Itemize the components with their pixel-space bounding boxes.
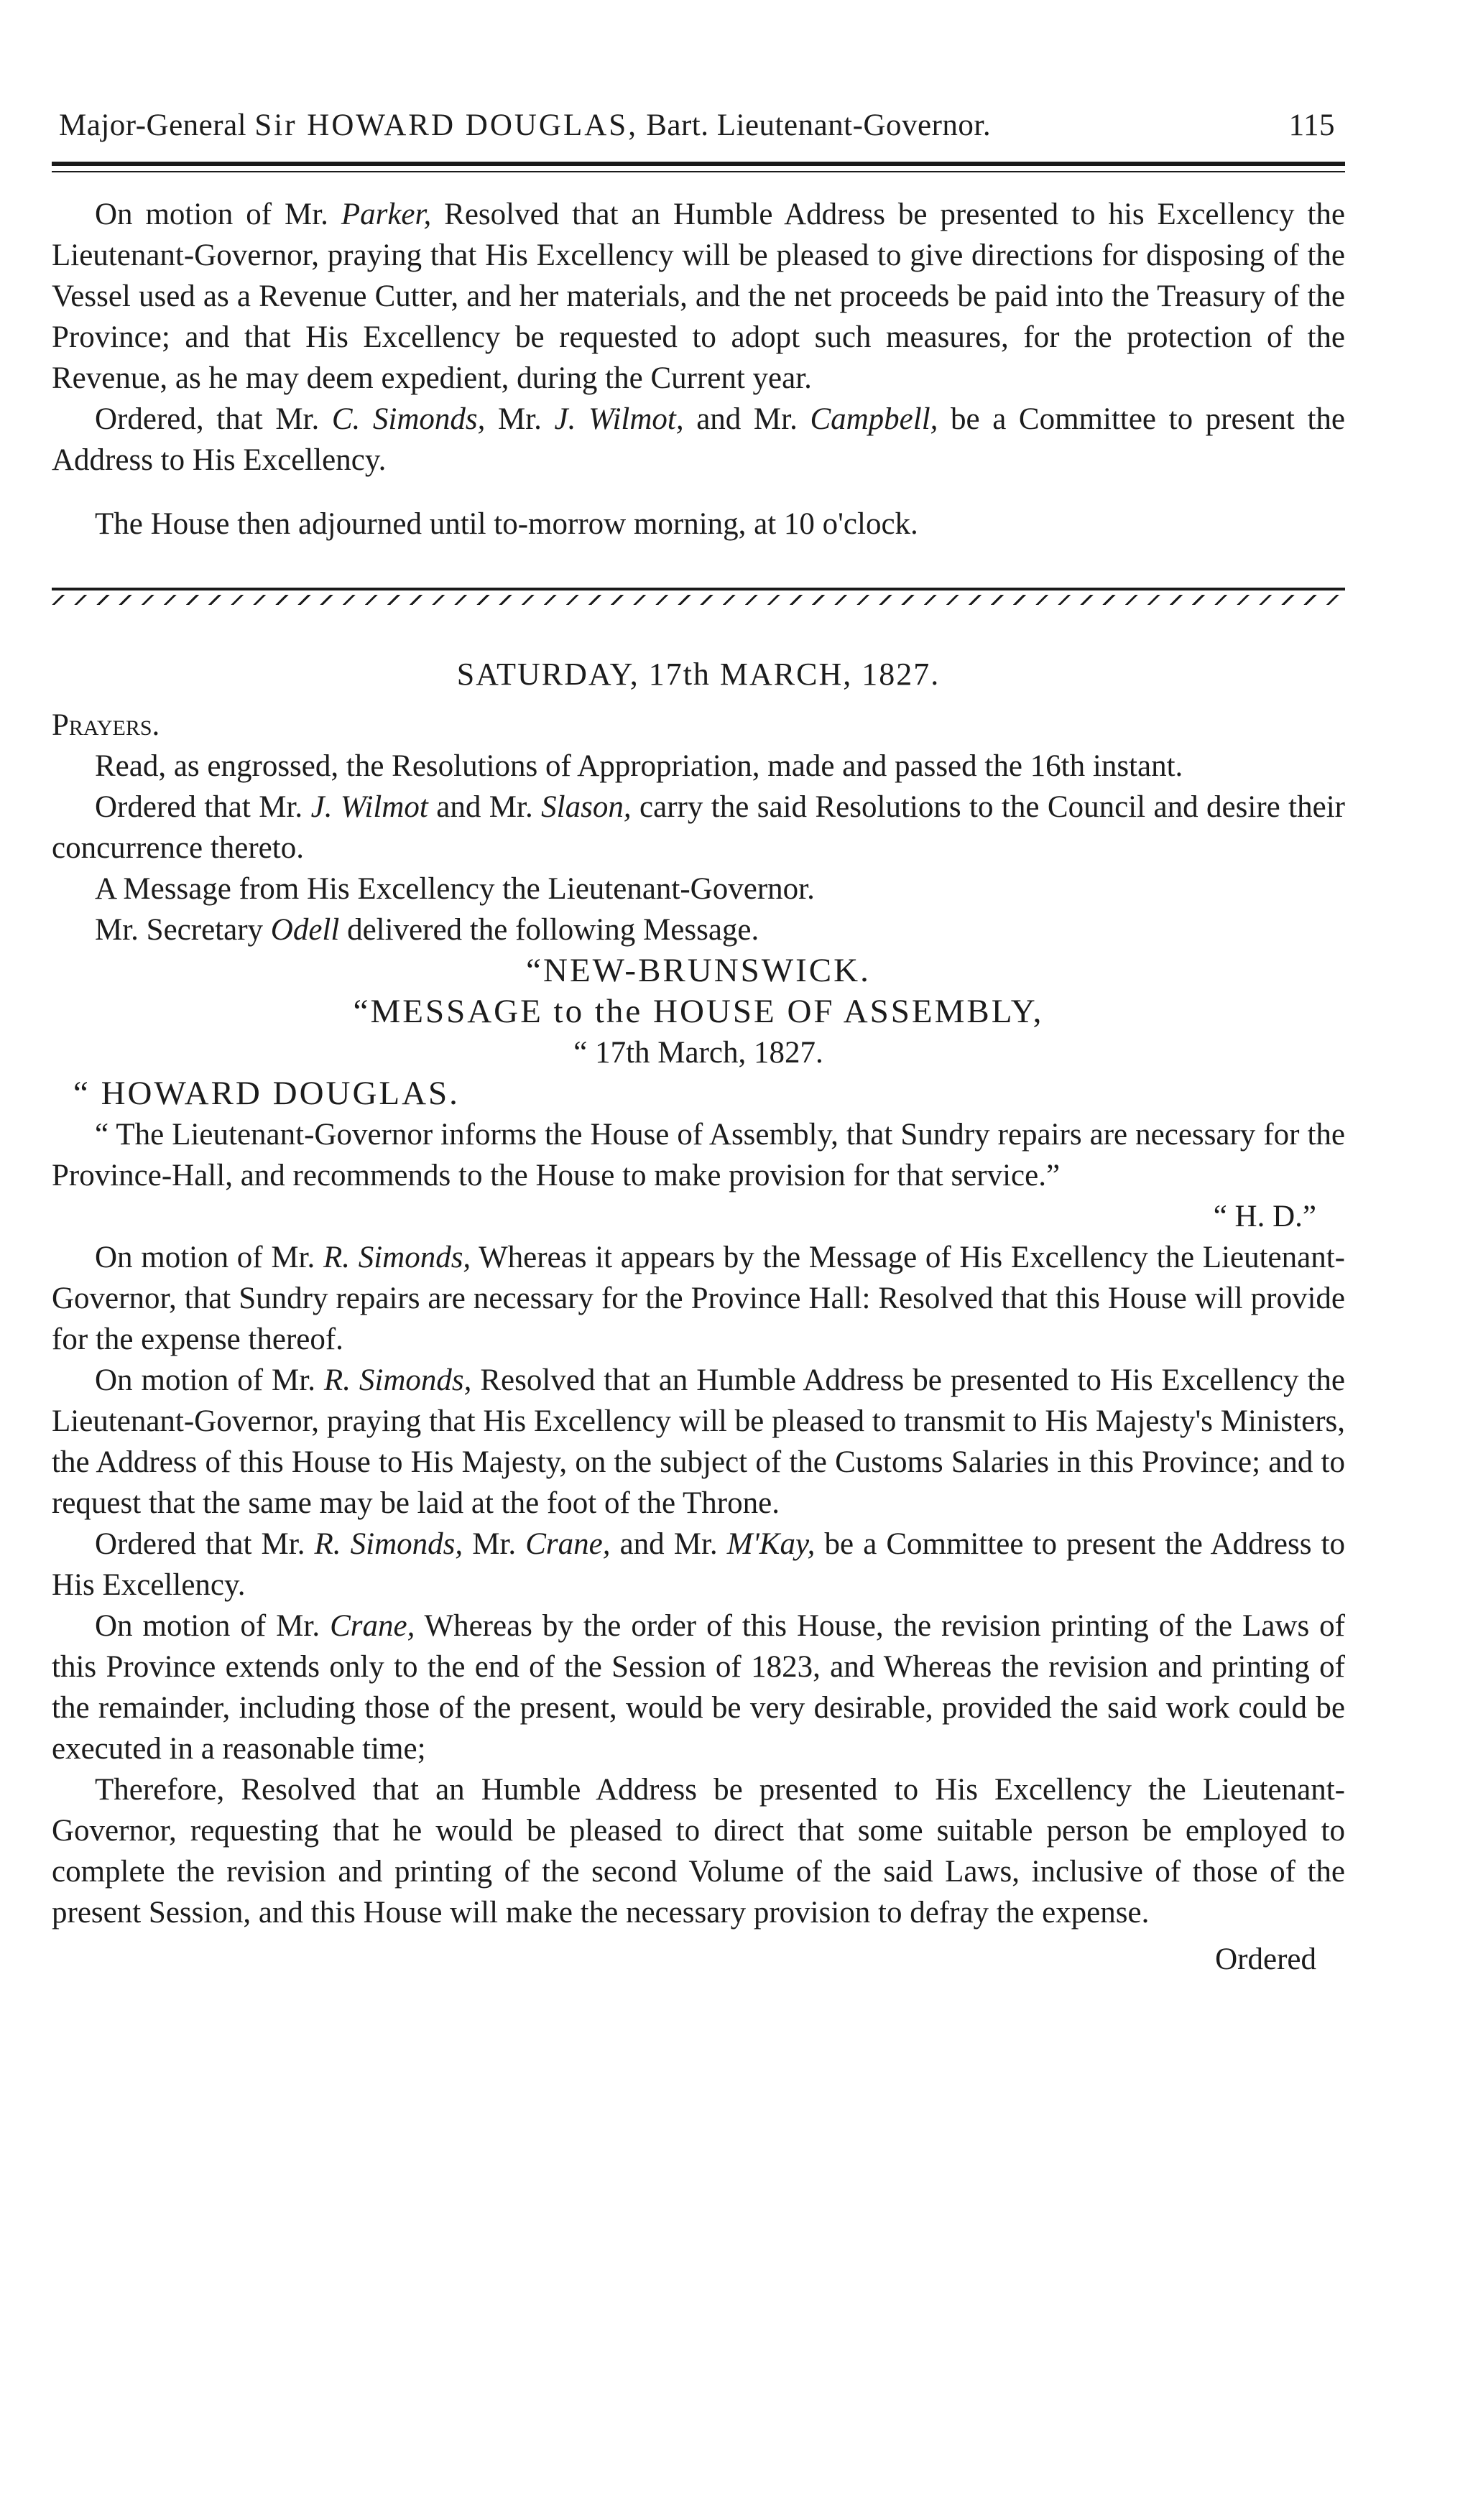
message-province: “NEW-BRUNSWICK.	[526, 952, 871, 989]
session-date-heading: SATURDAY, 17th MARCH, 1827.	[456, 657, 941, 692]
paragraph-laws-revision: On motion of Mr. Crane, Whereas by the order of this House, the revision printing of the Laws of this Province extends only to the end of the Session of 1823, and Whereas the revision and printing of the remainder, including those of the present, would be very desirable, provided the said work could be executed in a reasonable time;	[52, 1609, 1345, 1766]
catchword: Ordered	[1215, 1942, 1316, 1976]
header-title: Bart. Lieutenant-Governor.	[646, 108, 992, 142]
paragraph-committee-order: Ordered, that Mr. C. Simonds, Mr. J. Wilmot, and Mr. Campbell, be a Committee to present the Address to His Excellency.	[52, 402, 1345, 477]
paragraph-therefore-resolved: Therefore, Resolved that an Humble Address be presented to His Excellency the Lieutenant-Governor, requesting that he would be pleased to direct that some suitable person be employed to complete the revision and printing of the second Volume of the said Laws, inclusive of those of the present Session, and this House will make the necessary provision to defray the expense.	[52, 1773, 1345, 1930]
paragraph-committee-address: Ordered that Mr. R. Simonds, Mr. Crane, and Mr. M'Kay, be a Committee to present the Address to His Excellency.	[52, 1527, 1346, 1602]
paragraph-customs-address: On motion of Mr. R. Simonds, Resolved that an Humble Address be presented to His Excellency the Lieutenant-Governor, praying that His Excellency will be pleased to transmit to His Majesty's Ministers, the Address of this House to His Majesty, on the subject of the Customs Salaries in this Province; and to request that the same may be laid at the foot of the Throne.	[52, 1363, 1345, 1520]
message-date: “ 17th March, 1827.	[573, 1036, 823, 1070]
paragraph-carry-resolutions: Ordered that Mr. J. Wilmot and Mr. Slason, carry the said Resolutions to the Council and desire their concurrence thereto.	[52, 790, 1345, 865]
page-number: 115	[1288, 108, 1335, 142]
paragraph-parker-motion: On motion of Mr. Parker, Resolved that an Humble Address be presented to his Excellency the Lieutenant-Governor, praying that His Excellency will be pleased to give directions for disposing of the Vessel used as a Revenue Cutter, and her materials, and the net proceeds be paid into the Treasury of the Province; and that His Excellency be requested to adopt such measures, for the protection of the Revenue, as he may deem expedient, during the Current year.	[52, 198, 1345, 395]
paragraph-message-intro: A Message from His Excellency the Lieutenant-Governor.	[95, 872, 815, 906]
ornamental-divider	[52, 588, 1345, 619]
message-signer: “ HOWARD DOUGLAS.	[73, 1075, 460, 1112]
prayers-label: Prayers.	[52, 708, 160, 742]
document-page	[52, 108, 1345, 1980]
paragraph-adjourned: The House then adjourned until to-morrow morning, at 10 o'clock.	[95, 507, 918, 541]
message-title: “MESSAGE to the HOUSE OF ASSEMBLY,	[353, 993, 1044, 1030]
paragraph-read-engrossed: Read, as engrossed, the Resolutions of Appropriation, made and passed the 16th instant.	[95, 749, 1183, 783]
paragraph-secretary: Mr. Secretary Odell delivered the following Message.	[95, 913, 759, 947]
running-header	[52, 108, 1345, 143]
document-body	[52, 194, 1345, 1980]
header-name: Sir HOWARD DOUGLAS,	[254, 108, 638, 142]
header-left	[59, 108, 991, 143]
header-rule-thin	[52, 171, 1345, 172]
header-rule-thick	[52, 162, 1345, 166]
message-text: “ The Lieutenant-Governor informs the House of Assembly, that Sundry repairs are necessary for the Province-Hall, and recommends to the House to make provision for that service.”	[52, 1118, 1345, 1192]
message-initials: “ H. D.”	[1213, 1200, 1316, 1233]
header-prefix: Major-General	[59, 108, 247, 142]
paragraph-repairs-resolution: On motion of Mr. R. Simonds, Whereas it appears by the Message of His Excellency the Lieutenant-Governor, that Sundry repairs are necessary for the Province Hall: Resolved that this House will provide for the expense thereof.	[52, 1241, 1345, 1356]
